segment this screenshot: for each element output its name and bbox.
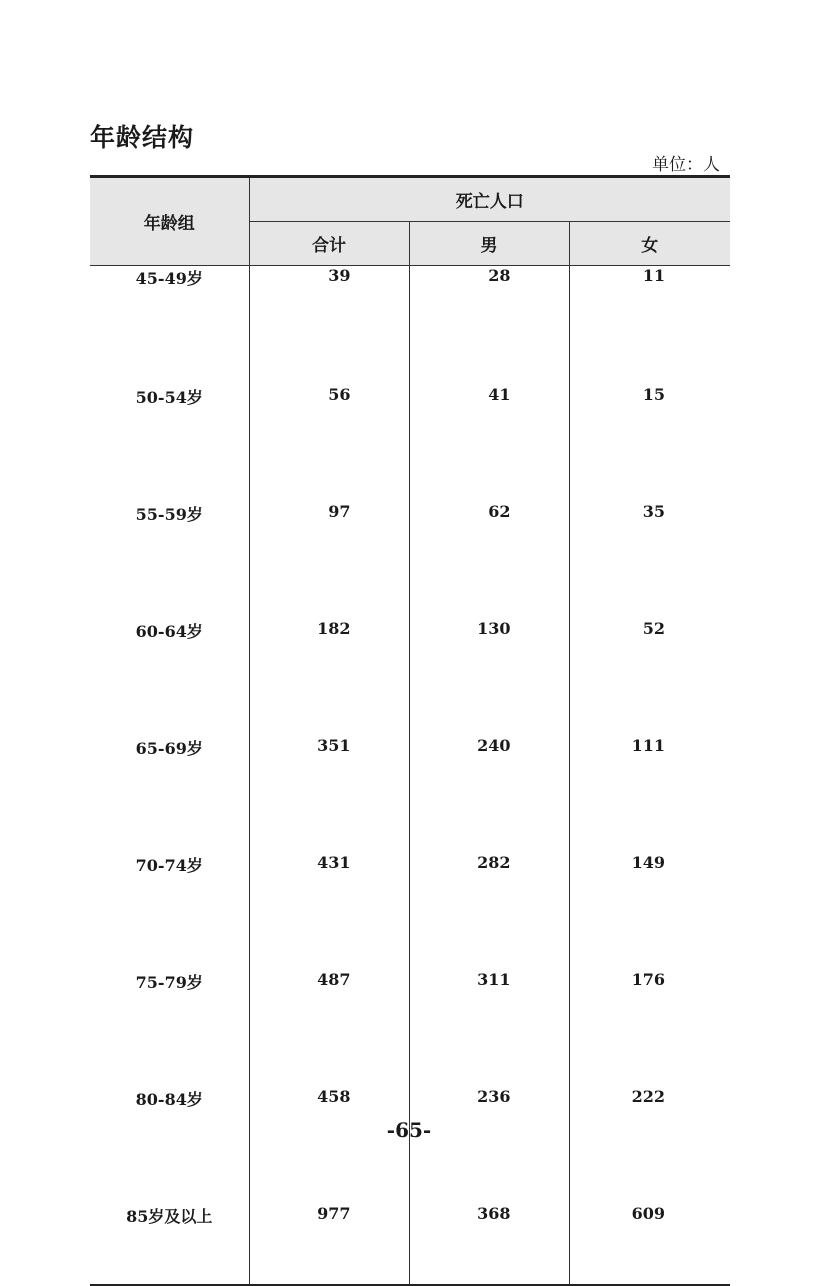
age-cell: 45-49岁 <box>135 269 203 288</box>
total-column-header: 合计 <box>249 222 409 266</box>
male-cell: 28 <box>409 266 569 366</box>
male-column-header: 男 <box>409 222 569 266</box>
table-row <box>90 266 730 366</box>
total-cell: 431 <box>249 833 409 950</box>
male-cell: 368 <box>409 1184 569 1285</box>
page-number: -65- <box>386 1118 432 1142</box>
age-group-header: 年龄组 <box>90 177 249 266</box>
male-cell: 282 <box>409 833 569 950</box>
age-cell: 65-69岁 <box>135 739 203 758</box>
table-row <box>90 599 730 716</box>
total-cell: 182 <box>249 599 409 716</box>
female-cell: 149 <box>569 833 730 950</box>
age-cell: 80-84岁 <box>135 1090 203 1109</box>
table-row <box>90 1184 730 1285</box>
age-cell: 70-74岁 <box>135 856 203 875</box>
table-row <box>90 950 730 1067</box>
total-cell: 487 <box>249 950 409 1067</box>
male-cell: 311 <box>409 950 569 1067</box>
unit-label: 单位：人 <box>652 155 720 175</box>
female-column-header: 女 <box>569 222 730 266</box>
female-cell: 609 <box>569 1184 730 1285</box>
table-row <box>90 716 730 833</box>
table-row <box>90 833 730 950</box>
death-population-header: 死亡人口 <box>249 177 730 222</box>
total-cell: 56 <box>249 365 409 482</box>
total-cell: 977 <box>249 1184 409 1285</box>
age-cell: 60-64岁 <box>135 622 203 641</box>
female-cell: 15 <box>569 365 730 482</box>
total-cell: 97 <box>249 482 409 599</box>
age-cell: 55-59岁 <box>135 505 203 524</box>
age-cell: 50-54岁 <box>135 388 203 407</box>
male-cell: 236 <box>409 1067 569 1184</box>
total-cell: 351 <box>249 716 409 833</box>
female-cell: 222 <box>569 1067 730 1184</box>
female-cell: 35 <box>569 482 730 599</box>
table-row <box>90 365 730 482</box>
age-cell: 75-79岁 <box>135 973 203 992</box>
total-cell: 458 <box>249 1067 409 1184</box>
male-cell: 62 <box>409 482 569 599</box>
male-cell: 41 <box>409 365 569 482</box>
female-cell: 11 <box>569 266 730 366</box>
total-cell: 39 <box>249 266 409 366</box>
female-cell: 52 <box>569 599 730 716</box>
female-cell: 111 <box>569 716 730 833</box>
table-row <box>90 482 730 599</box>
age-cell: 85岁及以上 <box>90 1184 249 1285</box>
male-cell: 130 <box>409 599 569 716</box>
page-title: 年龄结构 <box>90 123 195 152</box>
female-cell: 176 <box>569 950 730 1067</box>
male-cell: 240 <box>409 716 569 833</box>
